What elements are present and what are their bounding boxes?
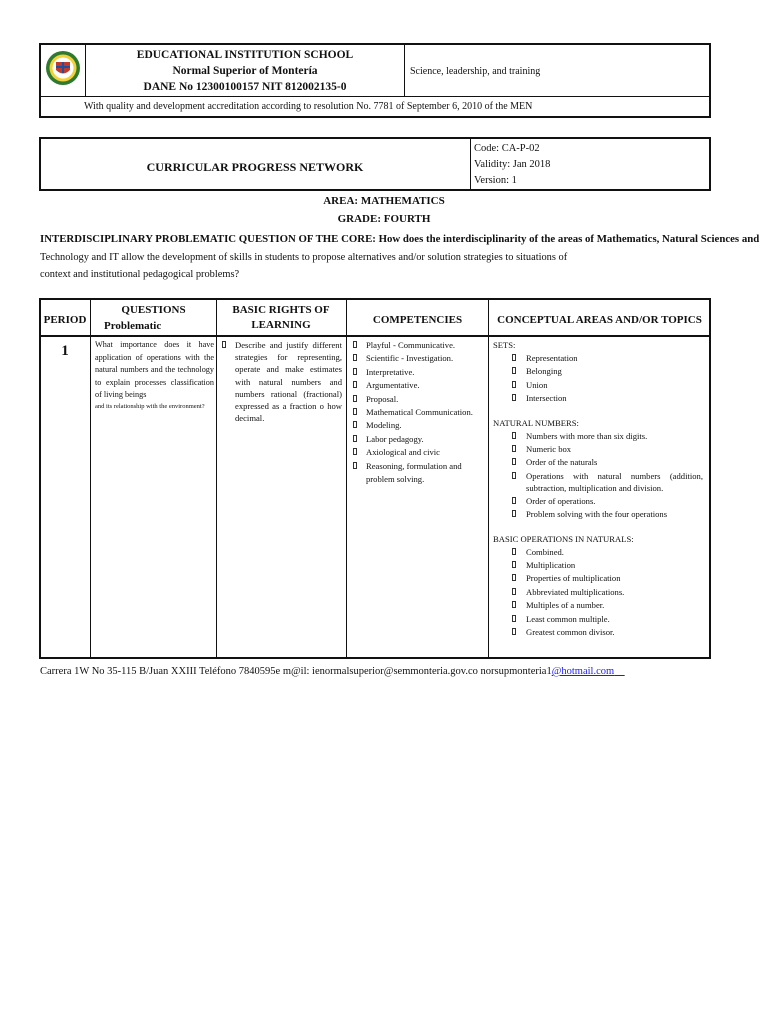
competency-item: Argumentative. [352,379,486,392]
document-validity: Validity: Jan 2018 [474,159,551,170]
topics-basic-label: BASIC OPERATIONS IN NATURALS: [493,533,634,544]
topic-item: Greatest common divisor. [493,626,703,639]
topic-item: Numbers with more than six digits. [493,430,703,443]
topics-sets-label: SETS: [493,340,516,350]
topic-item: Union [493,379,703,392]
competency-item: Labor pedagogy. [352,433,486,446]
footer-address: Carrera 1W No 35-115 B/Juan XXIII Teléfono 7840595e m@il: ienormalsuperior@semmonteria.gov.co norsupmonteria1 [40,666,552,677]
school-name: EDUCATIONAL INSTITUTION SCHOOL [136,49,354,61]
topics-basic-list [493,546,703,640]
dane-line: DANE No 12300100157 NIT 812002135-0 [143,81,347,93]
topic-item: Intersection [493,392,703,405]
core-question-line1 [40,232,768,246]
period-number: 1 [61,343,69,359]
topic-item: Abbreviated multiplications. [493,586,703,599]
rights-list [221,339,342,424]
competencies-list [352,339,486,486]
topic-item: Numeric box [493,443,703,456]
header-rights: BASIC RIGHTS OF LEARNING [232,304,330,331]
footer-email-link[interactable]: @hotmail.com [551,666,615,677]
topics-cell [493,339,703,640]
rights-item: Describe and justify different strategies for representing, operate and make estimates with natural numbers and numbers rational (fractional) expressed as a fraction o how decimal. [221,339,342,424]
school-crest-icon [45,50,81,86]
topic-item: Multiples of a number. [493,599,703,612]
competency-item: Interpretative. [352,366,486,379]
competency-item: Axiological and civic [352,446,486,459]
topics-sets-list [493,352,703,406]
topics-natural-label: NATURAL NUMBERS: [493,417,579,428]
competency-item: Proposal. [352,393,486,406]
header-questions-sub: Problematic [104,320,162,332]
core-question-line3: context and institutional pedagogical problems? [40,269,240,280]
problem-question-cell [95,339,214,411]
topic-item: Problem solving with the four operations [493,508,703,521]
document-version: Version: 1 [474,175,517,186]
competency-item: Reasoning, formulation and problem solving. [352,460,486,487]
header-period: PERIOD [43,314,87,326]
competencies-cell [352,339,486,486]
topic-item: Belonging [493,365,703,378]
topic-item: Order of the naturals [493,456,703,469]
topic-item: Combined. [493,546,703,559]
rights-cell [221,339,342,424]
competency-item: Playful - Communicative. [352,339,486,352]
topic-item: Multiplication [493,559,703,572]
topic-item: Representation [493,352,703,365]
competency-item: Modeling. [352,419,486,432]
school-subtitle: Normal Superior of Montería [172,65,318,77]
competency-item: Scientific - Investigation. [352,352,486,365]
topic-item: Properties of multiplication [493,572,703,585]
header-questions: QUESTIONS [121,304,186,316]
area-heading: AREA: MATHEMATICS [323,195,445,207]
document-code: Code: CA-P-02 [474,143,540,154]
document-title: CURRICULAR PROGRESS NETWORK [146,160,364,174]
accreditation-line: With quality and development accreditation according to resolution No. 7781 of September 6, 2010 of the MEN [84,101,533,112]
grade-heading: GRADE: FOURTH [337,213,431,225]
topic-item: Operations with natural numbers (addition, subtraction, multiplication and division. [493,470,703,495]
core-question-line2: Technology and IT allow the development of skills in students to propose alternatives and/or solution strategies to situations of [40,252,568,263]
motto: Science, leadership, and training [410,66,541,77]
header-topics: CONCEPTUAL AREAS AND/OR TOPICS [497,314,702,326]
topic-item: Order of operations. [493,495,703,508]
topics-natural-list [493,430,703,522]
core-question-text: How does the interdisciplinarity of the areas of Mathematics, Natural Sciences and [378,233,760,245]
header-competencies: COMPETENCIES [372,314,463,326]
problem-question-note: and its relationship with the environment? [95,402,205,410]
core-question-label: INTERDISCIPLINARY PROBLEMATIC QUESTION OF THE CORE: [40,233,376,245]
footer-address-line [40,665,625,679]
topic-item: Least common multiple. [493,613,703,626]
problem-question-text: What importance does it have application of operations with the natural numbers and the technology to explain processes classification of living beings [95,340,214,399]
competency-item: Mathematical Communication. [352,406,486,419]
